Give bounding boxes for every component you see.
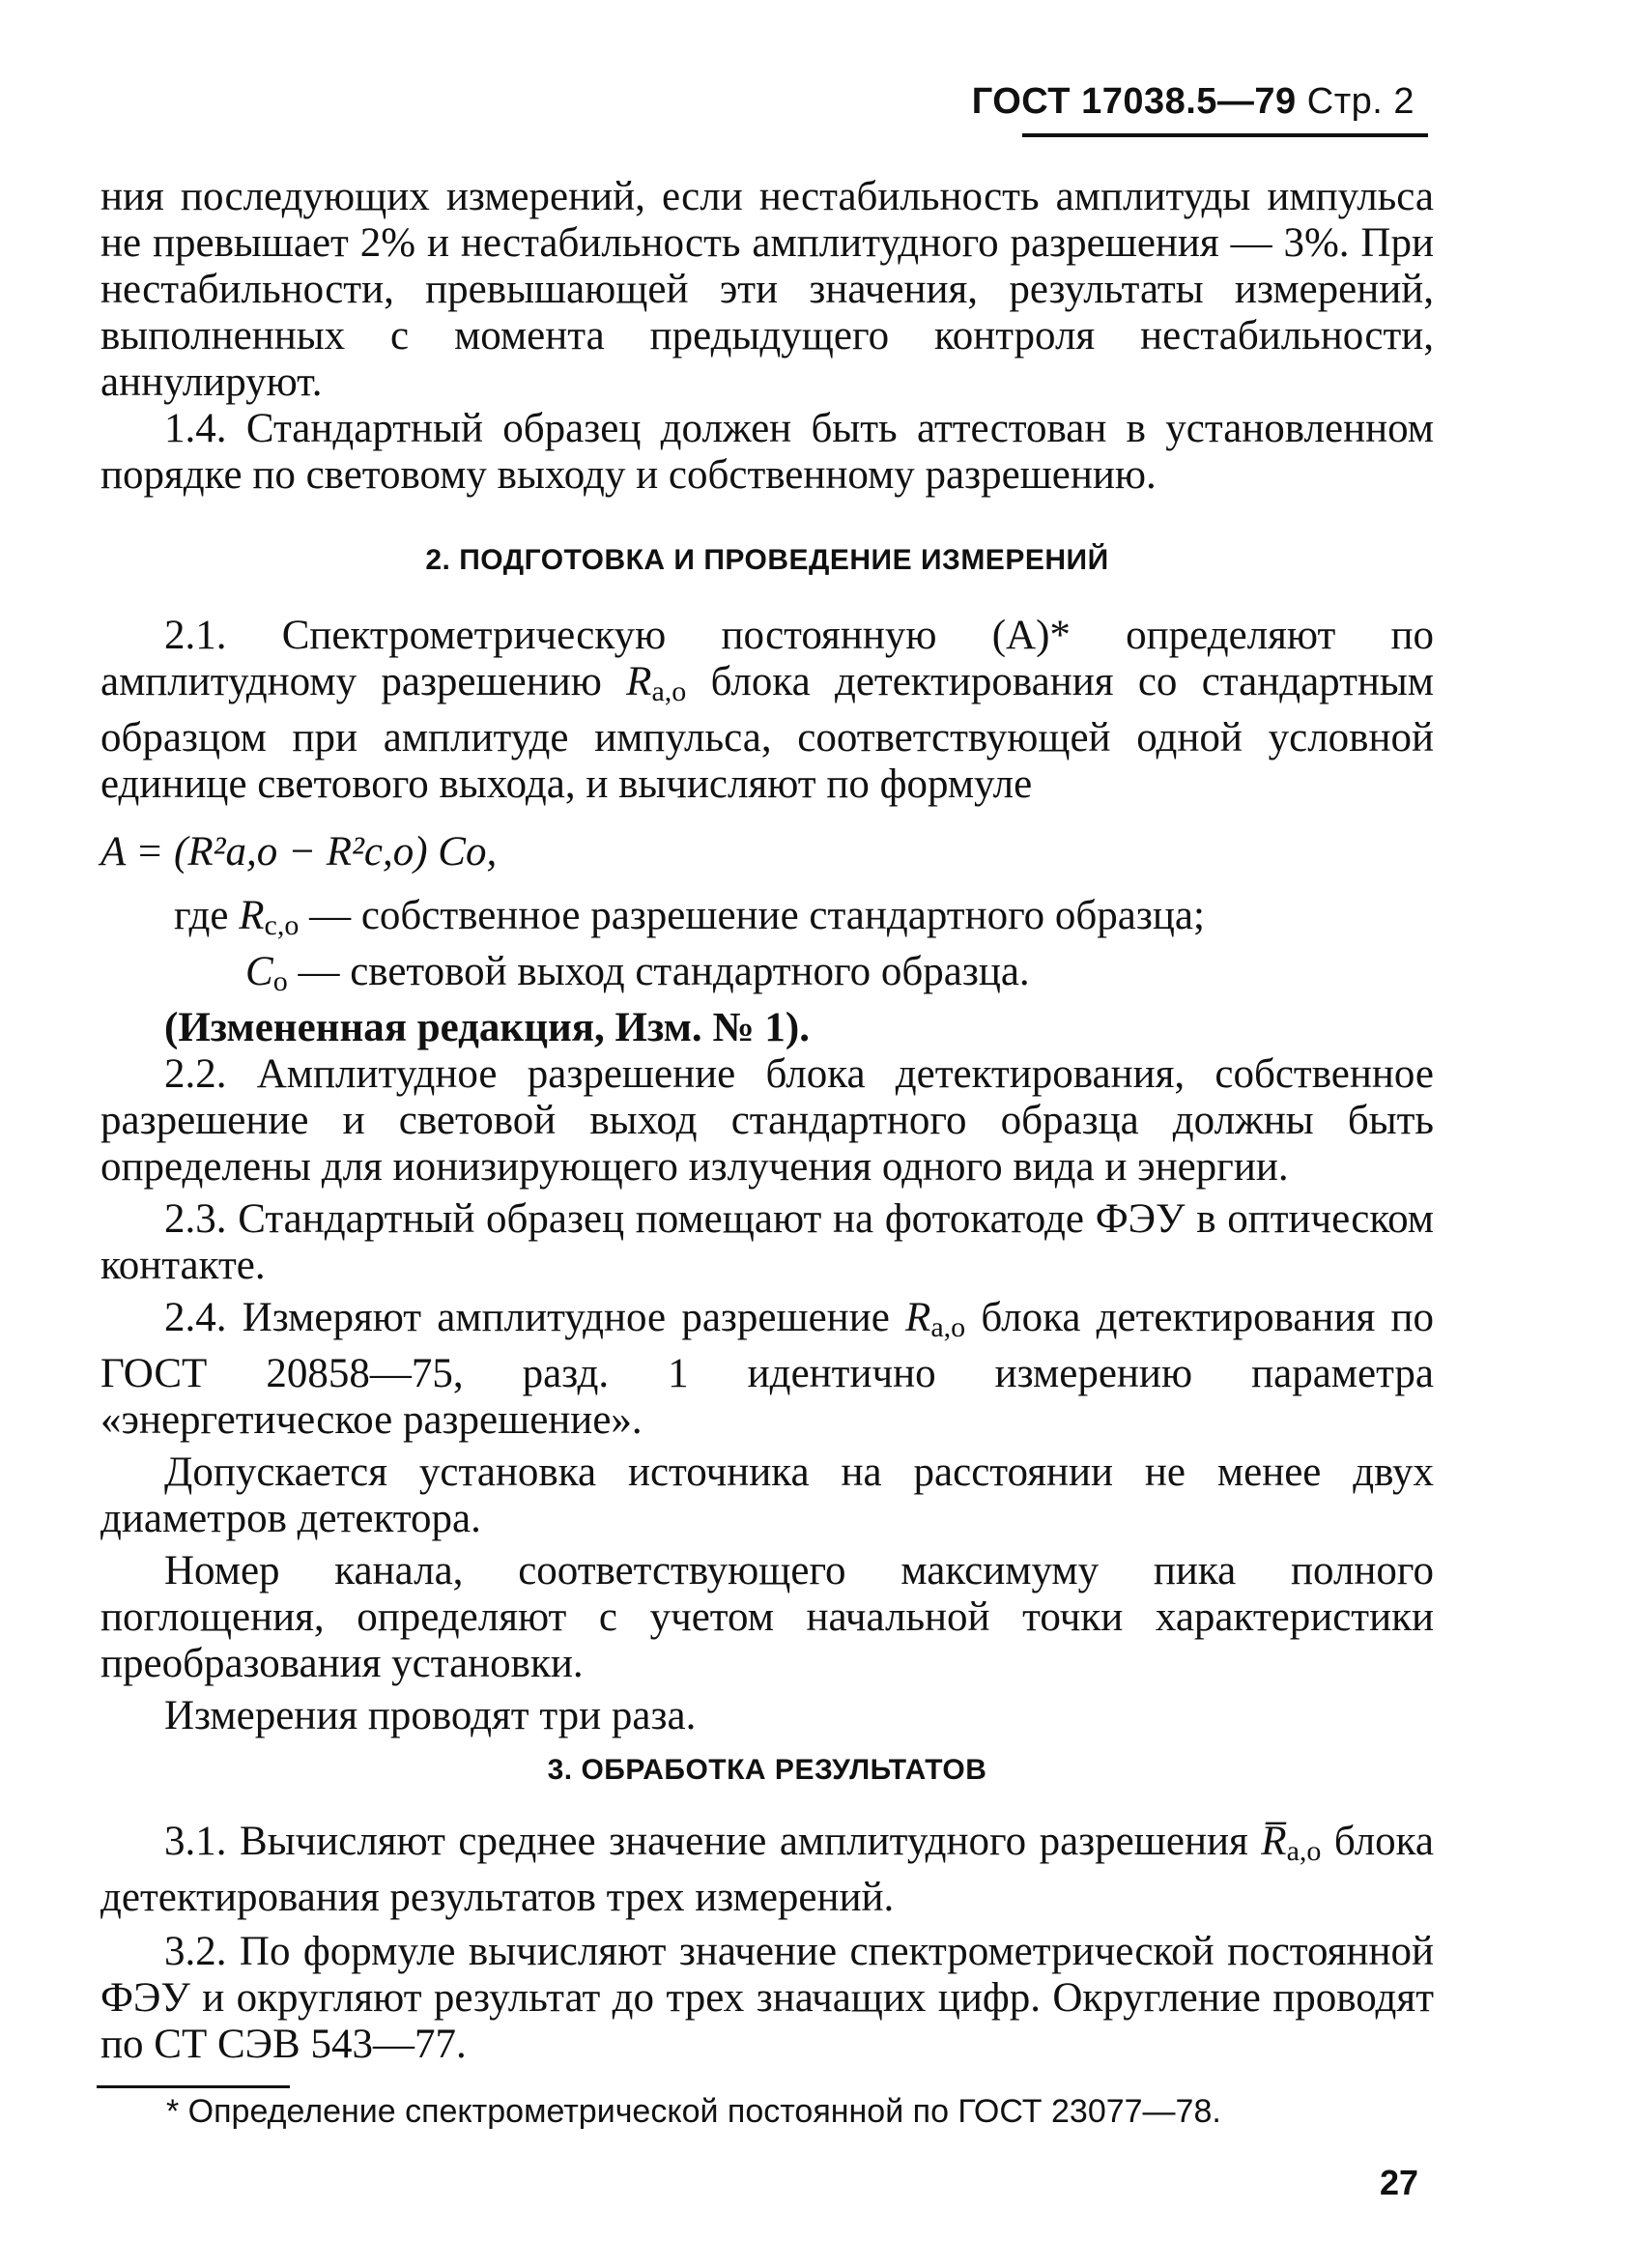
where2-subscript: o xyxy=(272,965,288,997)
where2-symbol: C xyxy=(245,949,273,994)
section-3-text xyxy=(100,1819,1434,2068)
p21-text-b: блока детектирования со стандартным образцом при амплитуде импульса, соответствующей одной условной единице светового выхода, и вычисляют по формуле xyxy=(100,659,1435,807)
paragraph-allow: Допускается установка источника на расстоянии не менее двух диаметров детектора. xyxy=(100,1450,1434,1541)
section-3-heading: 3. ОБРАБОТКА РЕЗУЛЬТАТОВ xyxy=(547,1754,987,1786)
p24-text-b: блока детектирования по ГОСТ 20858—75, разд. 1 идентично измерению параметра «энергетическое разрешение». xyxy=(100,1295,1435,1443)
p31-text-b: блока детектирования результатов трех измерений. xyxy=(100,1819,1435,1920)
p24-symbol: R xyxy=(905,1295,931,1340)
header-page-label: Стр. 2 xyxy=(1306,81,1415,122)
footnote-rule xyxy=(97,2085,290,2088)
where-line-2 xyxy=(100,949,1434,1005)
p21-text-a: 2.1. Спектрометрическую постоянную (A)* определяют по амплитудному разрешению xyxy=(100,613,1434,704)
page-number: 27 xyxy=(1380,2163,1419,2202)
section-2-text xyxy=(100,613,1434,1739)
paragraph-2-4 xyxy=(100,1295,1434,1444)
paragraph-3-2: 3.2. По формуле вычисляют значение спектрометрической постоянной ФЭУ и округляют результат до трех значащих цифр. Округление проводят по СТ СЭВ 543—77. xyxy=(100,1929,1434,2067)
where1-text: — собственное разрешение стандартного образца; xyxy=(299,893,1205,938)
where2-text: — световой выход стандартного образца. xyxy=(287,949,1030,994)
header-rule xyxy=(1022,133,1428,137)
paragraph-3-1 xyxy=(100,1819,1434,1921)
page-header xyxy=(972,81,1415,123)
where-line-1 xyxy=(100,893,1434,949)
where1-symbol: R xyxy=(239,893,265,938)
p21-subscript: a,o xyxy=(651,675,687,707)
p31-text-a: 3.1. Вычисляют среднее значение амплитудного разрешения xyxy=(164,1819,1248,1864)
p21-symbol: R xyxy=(626,659,652,704)
where1-subscript: c,o xyxy=(264,909,300,941)
paragraph-2-3: 2.3. Стандартный образец помещают на фотокатоде ФЭУ в оптическом контакте. xyxy=(100,1196,1434,1288)
main-text xyxy=(100,174,1434,499)
paragraph-three-times: Измерения проводят три раза. xyxy=(164,1693,697,1738)
section-2-heading: 2. ПОДГОТОВКА И ПРОВЕДЕНИЕ ИЗМЕРЕНИЙ xyxy=(425,544,1109,576)
paragraph-2-1 xyxy=(100,613,1434,808)
paragraph-continued: ния последующих измерений, если нестабильность амплитуды импульса не превышает 2% и нестабильность амплитудного разрешения — 3%. При нестабильности, превышающей эти значения, результаты измерений, выполненных с момента предыдущего контроля нестабильности, аннулируют. xyxy=(100,174,1434,405)
amendment-note: (Измененная редакция, Изм. № 1). xyxy=(164,1005,810,1050)
p31-symbol: R̅ xyxy=(1261,1819,1287,1864)
paragraph-1-4: 1.4. Стандартный образец должен быть аттестован в установленном порядке по световому выходу и собственному разрешению. xyxy=(100,406,1434,498)
p31-subscript: a,o xyxy=(1286,1835,1322,1867)
p24-subscript: a,o xyxy=(930,1311,966,1343)
paragraph-channel: Номер канала, соответствующего максимуму пика полного поглощения, определяют с учетом начальной точки характеристики преобразования установки. xyxy=(100,1548,1434,1686)
p24-text-a: 2.4. Измеряют амплитудное разрешение xyxy=(164,1295,890,1340)
header-doc-number: ГОСТ 17038.5—79 xyxy=(971,81,1297,122)
paragraph-2-2: 2.2. Амплитудное разрешение блока детектирования, собственное разрешение и световой выход стандартного образца должны быть определены для ионизирующего излучения одного вида и энергии. xyxy=(100,1051,1434,1190)
where1-prefix: где xyxy=(174,893,240,938)
footnote: * Определение спектрометрической постоянной по ГОСТ 23077—78. xyxy=(166,2093,1221,2130)
formula: A = (R²a,o − R²c,o) Co, xyxy=(100,829,498,875)
